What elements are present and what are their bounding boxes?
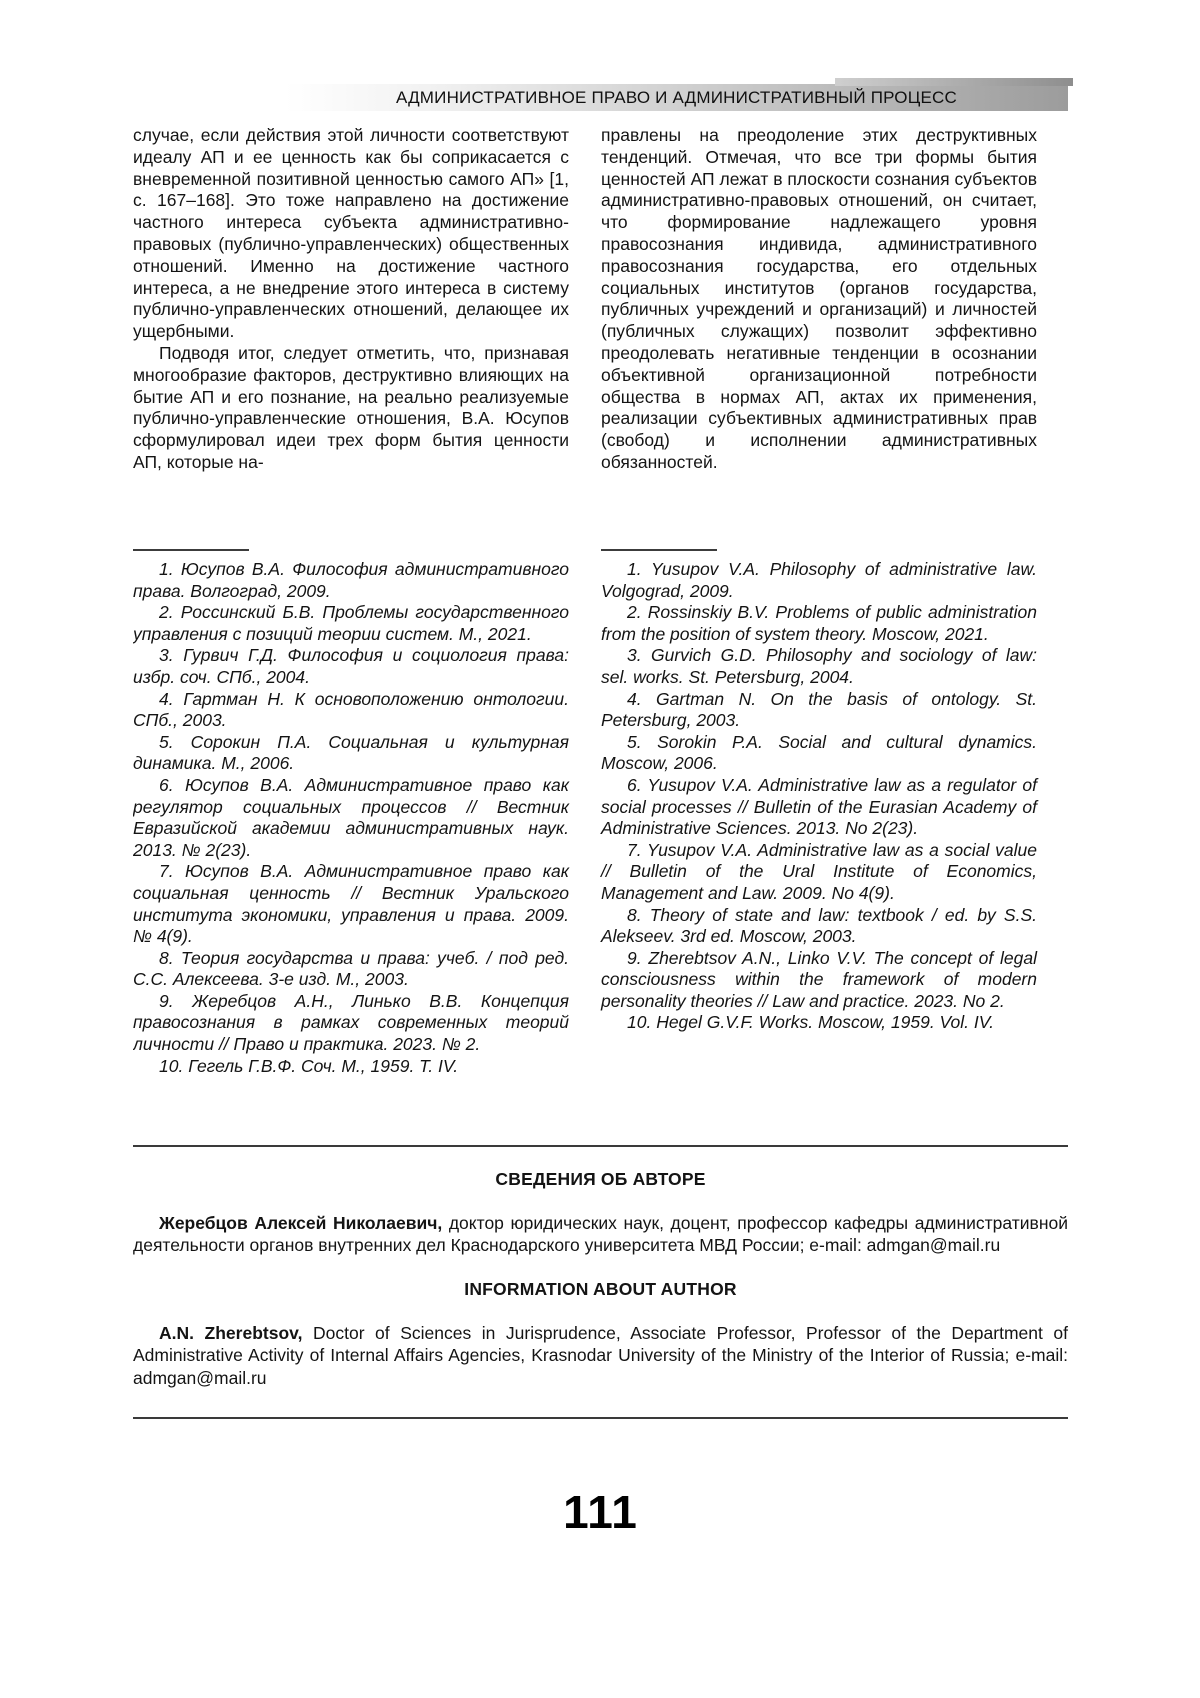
- reference-item: 10. Hegel G.V.F. Works. Moscow, 1959. Vol. IV.: [627, 1012, 995, 1033]
- author-name-ru: Жеребцов Алексей Николаевич,: [159, 1213, 443, 1233]
- author-info-ru: [133, 1212, 1068, 1257]
- reference-item: 8. Theory of state and law: textbook / ed. by S.S. Alekseev. 3rd ed. Moscow, 2003.: [601, 904, 1037, 947]
- footnote-separator-rule: [133, 549, 249, 551]
- article-body: [133, 125, 1068, 1145]
- right-column: [601, 125, 1037, 1145]
- article-paragraph: случае, если действия этой личности соответствуют идеалу АП и ее ценность как бы соприкасается с вневременной позитивной ценностью самого АП» [1, с. 167–168]. Это тоже направлено на достижение частного интереса субъекта административно-правовых (публично-управленческих) общественных отношений. Именно на достижение частного интереса, а не внедрение этого интереса в систему публично-управленческих отношений, делающее их ущербными.: [133, 125, 569, 342]
- section-divider-rule: [133, 1145, 1068, 1147]
- header-decor-strip: [835, 78, 1073, 86]
- reference-item: 3. Гурвич Г.Д. Философия и социология права: избр. соч. СПб., 2004.: [133, 645, 569, 687]
- author-name-en: A.N. Zherebtsov,: [159, 1322, 303, 1343]
- author-details-ru: доктор юридических наук, доцент, профессор кафедры административной деятельности органов внутренних дел Краснодарского университета МВД России; e-mail: admgan@mail.ru: [133, 1213, 1068, 1256]
- reference-item: 1. Yusupov V.A. Philosophy of administrative law. Volgograd, 2009.: [601, 559, 1037, 601]
- reference-item: 8. Теория государства и права: учеб. / под ред. С.С. Алексеева. 3-е изд. М., 2003.: [133, 947, 569, 990]
- bottom-divider-rule: [133, 1417, 1068, 1419]
- about-author-heading-en: INFORMATION ABOUT AUTHOR: [464, 1278, 737, 1299]
- reference-item: 4. Gartman N. On the basis of ontology. St. Petersburg, 2003.: [601, 688, 1037, 731]
- reference-item: 10. Гегель Г.В.Ф. Соч. М., 1959. Т. IV.: [159, 1055, 459, 1076]
- reference-item: 3. Gurvich G.D. Philosophy and sociology of law: sel. works. St. Petersburg, 2004.: [601, 645, 1037, 687]
- about-author-heading-ru: СВЕДЕНИЯ ОБ АВТОРЕ: [495, 1169, 706, 1189]
- left-column: [133, 125, 569, 1145]
- right-column-text: [601, 125, 1037, 543]
- author-info-en: [133, 1322, 1068, 1389]
- reference-item: 2. Rossinskiy B.V. Problems of public administration from the position of system theory. Moscow, 2021.: [601, 602, 1037, 644]
- author-details-en: Doctor of Sciences in Jurisprudence, Associate Professor, Professor of the Department of Administrative Activity of Internal Affairs Agencies, Krasnodar University of the Ministry of the Interior of Russia; e-mail: admgan@mail.ru: [133, 1322, 1068, 1388]
- reference-item: 2. Россинский Б.В. Проблемы государственного управления с позиций теории систем. М., 2021.: [133, 602, 569, 644]
- article-paragraph: Подводя итог, следует отметить, что, признавая многообразие факторов, деструктивно влияющих на бытие АП и его познание, на реально реализуемые публично-управленческие отношения, В.А. Юсупов сформулировал идеи трех форм бытия ценности АП, которые на-: [133, 342, 569, 472]
- reference-item: 7. Юсупов В.А. Административное право как социальная ценность // Вестник Уральского института экономики, управления и права. 2009. № 4(9).: [133, 861, 569, 947]
- left-column-text: [133, 125, 569, 543]
- reference-item: 6. Yusupov V.A. Administrative law as a regulator of social processes // Bulletin of the Eurasian Academy of Administrative Sciences. 2013. No 2(23).: [601, 774, 1037, 839]
- references-english: [601, 559, 1037, 1034]
- reference-item: 5. Sorokin P.A. Social and cultural dynamics. Moscow, 2006.: [601, 731, 1037, 774]
- footnote-separator-rule: [601, 549, 717, 551]
- article-paragraph: правлены на преодоление этих деструктивных тенденций. Отмечая, что все три формы бытия ценностей АП лежат в плоскости сознания субъектов административно-правовых отношений, он считает, что формирование надлежащего уровня правосознания индивида, административного правосознания государства, его отдельных социальных институтов (органов государства, публичных учреждений и организаций) и личностей (публичных служащих) позволит эффективно преодолевать негативные тенденции в осознании объективной организационной потребности общества в нормах АП, актах их применения, реализации субъективных административных прав (свобод) и исполнении административных обязанностей.: [601, 125, 1037, 472]
- running-head: АДМИНИСТРАТИВНОЕ ПРАВО И АДМИНИСТРАТИВНЫЙ ПРОЦЕСС: [285, 84, 1068, 111]
- reference-item: 9. Жеребцов А.Н., Линько В.В. Концепция правосознания в рамках современных теорий личности // Право и практика. 2023. № 2.: [133, 990, 569, 1055]
- reference-item: 6. Юсупов В.А. Административное право как регулятор социальных процессов // Вестник Евразийской академии административных наук. 2013. № 2(23).: [133, 774, 569, 860]
- page-number: 111: [563, 1486, 638, 1539]
- reference-item: 7. Yusupov V.A. Administrative law as a social value // Bulletin of the Ural Institute of Economics, Management and Law. 2009. No 4(9).: [601, 839, 1037, 903]
- reference-item: 1. Юсупов В.А. Философия административного права. Волгоград, 2009.: [133, 559, 569, 601]
- reference-item: 4. Гартман Н. К основоположению онтологии. СПб., 2003.: [133, 688, 569, 731]
- reference-item: 5. Сорокин П.А. Социальная и культурная динамика. М., 2006.: [133, 731, 569, 774]
- reference-item: 9. Zherebtsov A.N., Linko V.V. The concept of legal consciousness within the framework of modern personality theories // Law and practice. 2023. No 2.: [601, 947, 1037, 1011]
- references-russian: [133, 559, 569, 1077]
